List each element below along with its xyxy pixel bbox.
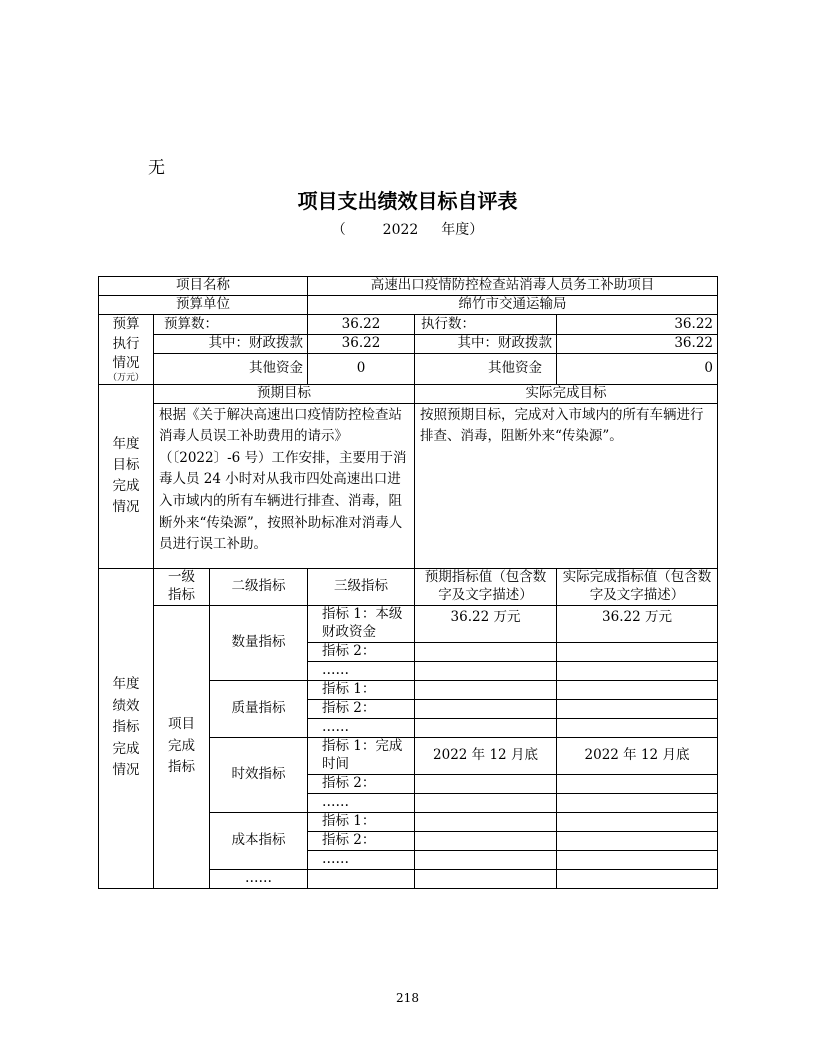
other-row <box>99 354 718 384</box>
fiscal-exec: 36.22 <box>557 334 718 354</box>
quantity-actual-1: 36.22 万元 <box>557 605 718 642</box>
quality-indicator-3: …… <box>308 718 415 737</box>
indicators-section-text: 年度绩效指标完成情况 <box>112 676 140 779</box>
quantity-expected-2 <box>415 642 557 661</box>
level1-name <box>154 605 210 888</box>
timeliness-label: 时效指标 <box>210 737 308 812</box>
exec-value: 36.22 <box>557 315 718 335</box>
cost-actual-2 <box>557 831 718 850</box>
cost-actual-1 <box>557 812 718 831</box>
quantity-indicator-2: 指标 2： <box>308 642 415 661</box>
quantity-label: 数量指标 <box>210 605 308 680</box>
cost-indicator-1: 指标 1： <box>308 812 415 831</box>
evaluation-table <box>98 276 718 889</box>
quality-label: 质量指标 <box>210 680 308 737</box>
quality-actual-2 <box>557 699 718 718</box>
level1-name-text: 项目完成指标 <box>168 716 195 776</box>
subtitle-open: （ <box>331 222 346 238</box>
budget-value: 36.22 <box>308 315 415 335</box>
expected-value-header: 预期指标值（包含数字及文字描述） <box>415 568 557 605</box>
level3-header: 三级指标 <box>308 568 415 605</box>
level2-header: 二级指标 <box>210 568 308 605</box>
budget-section-label <box>99 315 154 385</box>
cost-expected-2 <box>415 831 557 850</box>
quantity-actual-3 <box>557 661 718 680</box>
quality-expected-3 <box>415 718 557 737</box>
cost-expected-1 <box>415 812 557 831</box>
other-budget: 0 <box>308 354 415 384</box>
fiscal-label-exec: 其中：财政拨款 <box>415 334 557 354</box>
quantity-row-1 <box>99 605 718 642</box>
unit-label: 预算单位 <box>99 296 308 315</box>
indicators-section-label <box>99 568 154 888</box>
cost-label: 成本指标 <box>210 812 308 869</box>
year-subtitle <box>0 219 815 239</box>
quantity-indicator-1: 指标 1：本级财政资金 <box>308 605 415 642</box>
budget-unit-note: （万元） <box>107 372 144 383</box>
project-value: 高速出口疫情防控检查站消毒人员务工补助项目 <box>308 277 718 296</box>
budget-section-text: 预算执行情况 <box>112 316 140 372</box>
fiscal-budget: 36.22 <box>308 334 415 354</box>
actual-value-header: 实际完成指标值（包含数字及文字描述） <box>557 568 718 605</box>
goals-section-label <box>99 384 154 568</box>
other-exec: 0 <box>557 354 718 384</box>
unit-value: 绵竹市交通运输局 <box>308 296 718 315</box>
quality-expected-2 <box>415 699 557 718</box>
timeliness-indicator-3: …… <box>308 793 415 812</box>
level1-header-text: 一级指标 <box>168 569 195 603</box>
timeliness-actual-1: 2022 年 12 月底 <box>557 737 718 774</box>
page-title: 项目支出绩效目标自评表 <box>297 189 518 213</box>
goals-content-row <box>99 403 718 568</box>
expected-goal-header: 预期目标 <box>154 384 415 403</box>
more-expected <box>415 869 557 888</box>
quality-actual-1 <box>557 680 718 699</box>
cost-expected-3 <box>415 850 557 869</box>
header-note: 无 <box>148 158 165 178</box>
quantity-expected-3 <box>415 661 557 680</box>
other-label-exec: 其他资金 <box>415 354 557 384</box>
timeliness-expected-2 <box>415 774 557 793</box>
cost-indicator-2: 指标 2： <box>308 831 415 850</box>
actual-goal-text: 按照预期目标，完成对入市域内的所有车辆进行排查、消毒，阻断外来“传染源”。 <box>415 403 718 568</box>
page-number: 218 <box>396 991 419 1005</box>
subtitle-suffix: 年度） <box>441 222 484 238</box>
quality-actual-3 <box>557 718 718 737</box>
expected-goal-text: 根据《关于解决高速出口疫情防控检查站消毒人员误工补助费用的请示》（〔2022〕-6 号）工作安排，主要用于消毒人员 24 小时对从我市四处高速出口进入市域内的所有车辆进行排查、消毒，阻断外来“传染源”，按照补助标准对消毒人员进行误工补助。 <box>154 403 415 568</box>
quality-expected-1 <box>415 680 557 699</box>
fiscal-row <box>99 334 718 354</box>
goals-header-row <box>99 384 718 403</box>
project-label: 项目名称 <box>99 277 308 296</box>
more-level3 <box>308 869 415 888</box>
quality-indicator-2: 指标 2： <box>308 699 415 718</box>
budget-label: 预算数： <box>154 315 308 335</box>
level1-header <box>154 568 210 605</box>
more-level2: …… <box>210 869 308 888</box>
timeliness-expected-3 <box>415 793 557 812</box>
other-label: 其他资金 <box>154 354 308 384</box>
fiscal-label: 其中：财政拨款 <box>154 334 308 354</box>
quantity-indicator-3: …… <box>308 661 415 680</box>
quantity-expected-1: 36.22 万元 <box>415 605 557 642</box>
timeliness-actual-2 <box>557 774 718 793</box>
cost-actual-3 <box>557 850 718 869</box>
quality-indicator-1: 指标 1： <box>308 680 415 699</box>
timeliness-expected-1: 2022 年 12 月底 <box>415 737 557 774</box>
project-row <box>99 277 718 296</box>
cost-indicator-3: …… <box>308 850 415 869</box>
unit-row <box>99 296 718 315</box>
budget-row <box>99 315 718 335</box>
goals-section-text: 年度目标完成情况 <box>112 436 140 515</box>
actual-goal-header: 实际完成目标 <box>415 384 718 403</box>
quantity-actual-2 <box>557 642 718 661</box>
subtitle-year: 2022 <box>382 222 419 238</box>
timeliness-indicator-1: 指标 1：完成时间 <box>308 737 415 774</box>
timeliness-indicator-2: 指标 2： <box>308 774 415 793</box>
more-actual <box>557 869 718 888</box>
exec-label: 执行数： <box>415 315 557 335</box>
indicators-header-row <box>99 568 718 605</box>
timeliness-actual-3 <box>557 793 718 812</box>
